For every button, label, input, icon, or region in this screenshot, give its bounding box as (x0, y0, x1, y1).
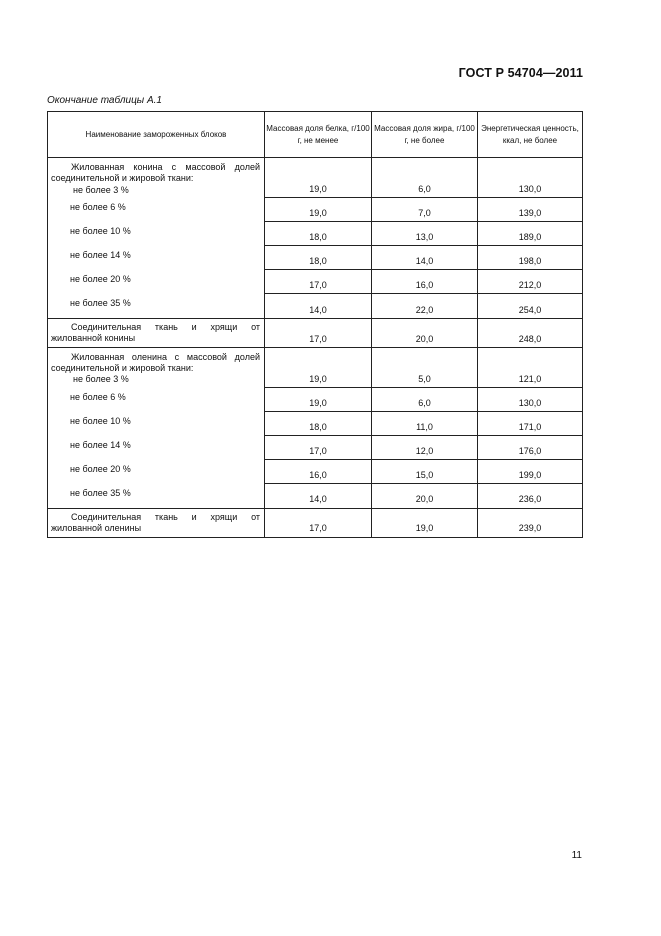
row-label: не более 10 % (48, 412, 265, 436)
energy-value: 254,0 (478, 294, 583, 319)
protein-value: 14,0 (265, 484, 372, 509)
standard-designation: ГОСТ Р 54704—2011 (458, 66, 583, 80)
protein-value: 19,0 (265, 158, 372, 198)
energy-value: 130,0 (478, 158, 583, 198)
table-row (48, 347, 583, 387)
fat-value: 15,0 (372, 460, 478, 484)
protein-value: 17,0 (265, 436, 372, 460)
row-label: не более 14 % (48, 246, 265, 270)
protein-value: 17,0 (265, 508, 372, 537)
protein-value: 17,0 (265, 270, 372, 294)
fat-value: 13,0 (372, 222, 478, 246)
group-title: Жилованная оленина с массовой долей соединительной и жировой ткани: (51, 351, 260, 374)
row-label: Соединительная ткань и хрящи от жилованной конины (51, 321, 260, 344)
fat-value: 20,0 (372, 318, 478, 347)
energy-value: 171,0 (478, 412, 583, 436)
row-label-cell (48, 347, 265, 387)
protein-value: 18,0 (265, 222, 372, 246)
fat-value: 11,0 (372, 412, 478, 436)
table-caption: Окончание таблицы А.1 (47, 95, 162, 106)
table-row (48, 270, 583, 294)
table-row (48, 198, 583, 222)
table-row (48, 460, 583, 484)
row-label: не более 35 % (48, 484, 265, 509)
row-label: не более 3 % (73, 374, 129, 385)
table-row (48, 412, 583, 436)
table-row (48, 246, 583, 270)
row-label-cell (48, 318, 265, 347)
row-label: не более 6 % (48, 198, 265, 222)
table-header-row (48, 112, 583, 158)
fat-value: 7,0 (372, 198, 478, 222)
energy-value: 239,0 (478, 508, 583, 537)
fat-value: 12,0 (372, 436, 478, 460)
nutrition-table (47, 111, 583, 538)
fat-value: 16,0 (372, 270, 478, 294)
group-title: Жилованная конина с массовой долей соединительной и жировой ткани: (51, 162, 260, 184)
column-header-fat: Массовая доля жира, г/100 г, не более (372, 112, 478, 158)
row-label: не более 20 % (48, 460, 265, 484)
row-label: не более 10 % (48, 222, 265, 246)
fat-value: 22,0 (372, 294, 478, 319)
energy-value: 130,0 (478, 388, 583, 412)
table-row (48, 484, 583, 509)
column-header-protein: Массовая доля белка, г/100 г, не менее (265, 112, 372, 158)
protein-value: 18,0 (265, 246, 372, 270)
energy-value: 248,0 (478, 318, 583, 347)
energy-value: 198,0 (478, 246, 583, 270)
page-number: 11 (571, 850, 582, 861)
protein-value: 14,0 (265, 294, 372, 319)
protein-value: 19,0 (265, 388, 372, 412)
table-row (48, 294, 583, 319)
protein-value: 19,0 (265, 198, 372, 222)
column-header-energy: Энергетическая ценность, ккал, не более (478, 112, 583, 158)
energy-value: 189,0 (478, 222, 583, 246)
table-row (48, 436, 583, 460)
row-label: не более 6 % (48, 388, 265, 412)
row-label: не более 14 % (48, 436, 265, 460)
energy-value: 139,0 (478, 198, 583, 222)
fat-value: 5,0 (372, 347, 478, 387)
table-row (48, 222, 583, 246)
table-row (48, 158, 583, 198)
row-label: Соединительная ткань и хрящи от жилованной оленины (51, 511, 260, 534)
energy-value: 121,0 (478, 347, 583, 387)
energy-value: 236,0 (478, 484, 583, 509)
row-label: не более 3 % (73, 184, 129, 195)
energy-value: 199,0 (478, 460, 583, 484)
table-row (48, 388, 583, 412)
row-label-cell (48, 508, 265, 537)
energy-value: 212,0 (478, 270, 583, 294)
row-label: не более 35 % (48, 294, 265, 319)
row-label: не более 20 % (48, 270, 265, 294)
fat-value: 6,0 (372, 158, 478, 198)
protein-value: 16,0 (265, 460, 372, 484)
table-row (48, 508, 583, 537)
protein-value: 18,0 (265, 412, 372, 436)
column-header-name: Наименование замороженных блоков (48, 112, 265, 158)
fat-value: 14,0 (372, 246, 478, 270)
energy-value: 176,0 (478, 436, 583, 460)
protein-value: 17,0 (265, 318, 372, 347)
row-label-cell (48, 158, 265, 198)
fat-value: 19,0 (372, 508, 478, 537)
table-row (48, 318, 583, 347)
fat-value: 20,0 (372, 484, 478, 509)
fat-value: 6,0 (372, 388, 478, 412)
protein-value: 19,0 (265, 347, 372, 387)
